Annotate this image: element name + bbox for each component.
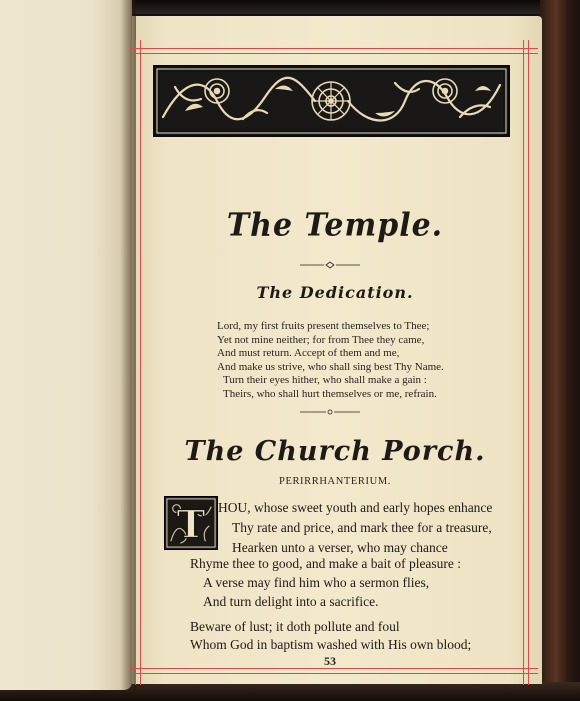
book-title: The Temple. <box>226 207 444 244</box>
red-rule-top <box>130 48 538 49</box>
verse-line: HOU, whose sweet youth and early hopes enhance <box>218 500 493 515</box>
poem-line: And make us strive, who shall sing best Thy Name. <box>217 360 444 373</box>
verse-line: Hearken unto a verser, who may chance <box>232 540 448 555</box>
drop-cap-letter: T <box>176 502 206 548</box>
red-rule-right <box>523 40 524 685</box>
poem-line: Yet not mine neither; for from Thee they came, <box>217 333 425 346</box>
red-rule-left <box>135 40 136 685</box>
verse-line: Thy rate and price, and mark thee for a treasure, <box>232 520 492 535</box>
poem-line: Turn their eyes hither, who shall make a gain : <box>223 374 427 387</box>
page-number: 53 <box>324 654 336 668</box>
verse-line: A verse may find him who a sermon flies, <box>203 575 430 590</box>
section-heading: The Church Porch. <box>184 436 486 467</box>
red-rule-left-2 <box>140 40 141 685</box>
ornamental-divider <box>300 408 360 416</box>
verse-line: Whom God in baptism washed with His own blood; <box>190 637 472 652</box>
red-rule-bottom-2 <box>130 673 538 674</box>
page-gutter-shadow <box>120 0 136 690</box>
left-facing-page <box>0 0 132 690</box>
red-rule-top-2 <box>130 53 538 54</box>
ornamental-divider <box>300 261 360 269</box>
drop-cap-initial <box>164 496 218 550</box>
dedication-heading: The Dedication. <box>256 283 414 302</box>
verse-line: Beware of lust; it doth pollute and foul <box>190 619 400 634</box>
verse-line: Rhyme thee to good, and make a bait of pleasure : <box>190 556 462 571</box>
poem-line: And must return. Accept of them and me, <box>217 347 400 360</box>
red-rule-right-2 <box>528 40 529 685</box>
section-subheading: PERIRRHANTERIUM. <box>279 476 391 487</box>
poem-line: Theirs, who shall hurt themselves or me, refrain. <box>223 387 437 400</box>
dedication-poem <box>217 320 477 402</box>
poem-line: Lord, my first fruits present themselves to Thee; <box>217 320 430 332</box>
ornamental-headpiece <box>153 65 510 137</box>
verse-line: And turn delight into a sacrifice. <box>203 594 379 609</box>
book-binding-edge <box>540 0 580 701</box>
